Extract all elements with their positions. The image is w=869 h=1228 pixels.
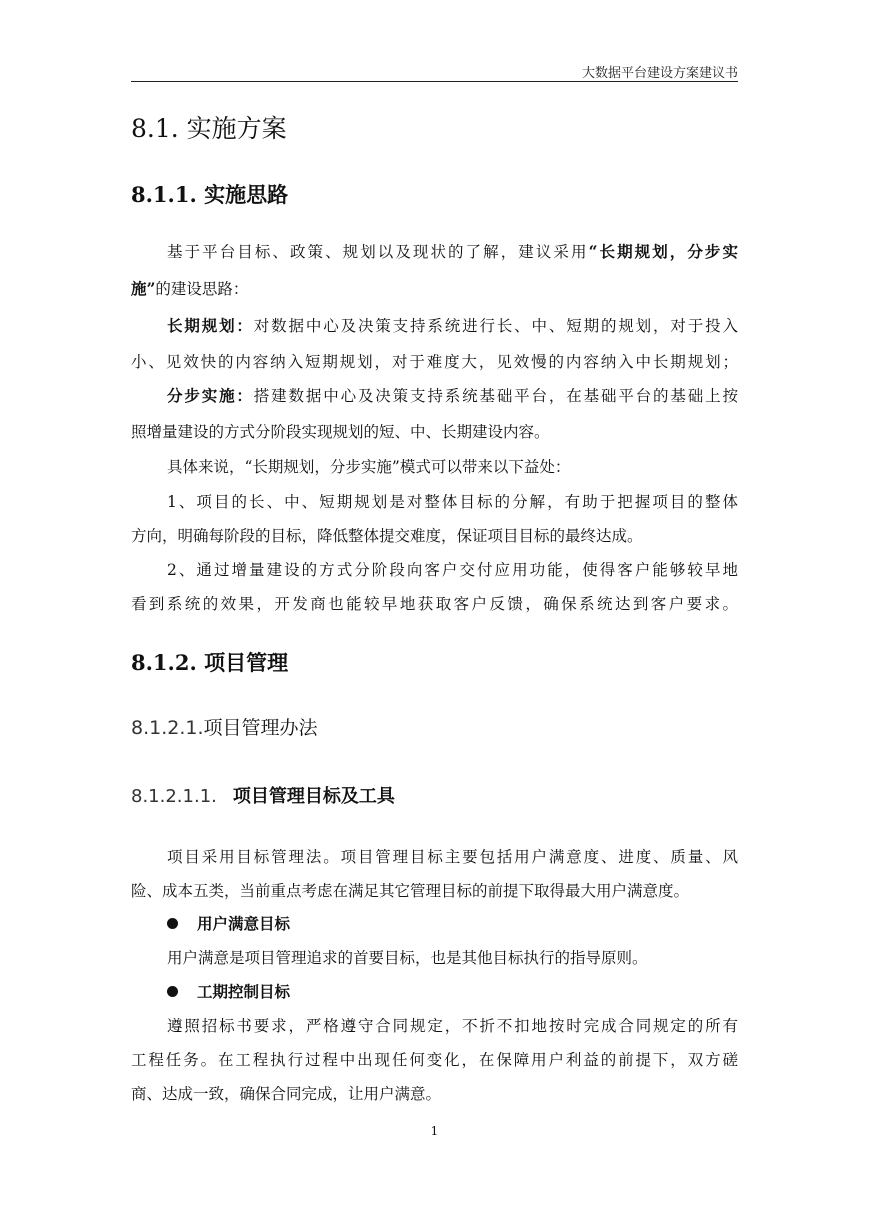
step-label: 分步实施： (167, 386, 254, 405)
long-term-line-1 (167, 314, 738, 338)
long-term-text-1: 对数据中心及决策支持系统进行长、中、短期的规划，对于投入 (253, 317, 738, 335)
bullet-dot-1 (167, 918, 178, 929)
management-line-1: 项目采用目标管理法。项目管理目标主要包括用户满意度、进度、质量、风 (167, 848, 738, 866)
intro-line-2 (131, 277, 738, 301)
h3-number: 8.1.2.1. (131, 717, 204, 739)
intro-text-a: 基于平台目标、政策、规划以及现状的了解，建议采用 (167, 243, 589, 261)
step-line-1 (167, 384, 738, 408)
long-term-label: 长期规划： (167, 316, 254, 335)
bullet-1-label: 用户满意目标 (197, 914, 291, 933)
bullet-dot-2 (167, 986, 178, 997)
bullet-2-label: 工期控制目标 (197, 982, 291, 1001)
intro-text-b: 的建设思路： (155, 280, 249, 298)
intro-emphasis-a: “长期规划，分步实 (588, 242, 738, 261)
specific-line: 具体来说，“长期规划，分步实施”模式可以带来以下益处： (167, 458, 571, 476)
bullet-1-text: 用户满意是项目管理追求的首要目标，也是其他目标执行的指导原则。 (167, 949, 648, 967)
bullet-2-line-3: 商、达成一致，确保合同完成，让用户满意。 (131, 1085, 442, 1103)
benefit-1-line-1: 1、项目的长、中、短期规划是对整体目标的分解，有助于把握项目的整体 (167, 493, 738, 511)
step-text-1: 搭建数据中心及决策支持系统基础平台，在基础平台的基础上按 (253, 387, 738, 405)
header-rule (131, 81, 738, 82)
page-number: 1 (430, 1124, 439, 1138)
section-title: 8.1. 实施方案 (131, 114, 287, 143)
benefit-2-line-1: 2、通过增量建设的方式分阶段向客户交付应用功能，使得客户能够较早地 (167, 561, 738, 579)
intro-emphasis-b: 施” (131, 279, 156, 298)
subsection-title-approach: 8.1.1. 实施思路 (131, 182, 289, 207)
bullet-2-line-2: 工程任务。在工程执行过程中出现任何变化，在保障用户利益的前提下，双方磋 (131, 1051, 738, 1069)
step-line-2: 照增量建设的方式分阶段实现规划的短、中、长期建设内容。 (131, 423, 550, 441)
h3-label: 项目管理办法 (203, 717, 318, 739)
h4-number: 8.1.2.1.1. (131, 786, 217, 807)
management-line-2: 险、成本五类，当前重点考虑在满足其它管理目标的前提下取得最大用户满意度。 (131, 882, 690, 900)
subsection-title-management: 8.1.2. 项目管理 (131, 650, 289, 675)
intro-line-1 (167, 240, 738, 264)
bullet-2-line-1: 遵照招标书要求，严格遵守合同规定，不折不扣地按时完成合同规定的所有 (167, 1017, 738, 1035)
sub-subsection-title (131, 714, 318, 742)
benefit-2-line-2: 看到系统的效果，开发商也能较早地获取客户反馈，确保系统达到客户要求。 (131, 595, 738, 613)
running-header: 大数据平台建设方案建议书 (581, 66, 738, 81)
h4-label: 项目管理目标及工具 (232, 786, 395, 807)
long-term-line-2: 小、见效快的内容纳入短期规划，对于难度大，见效慢的内容纳入中长期规划； (131, 353, 738, 371)
benefit-1-line-2: 方向，明确每阶段的目标，降低整体提交难度，保证项目目标的最终达成。 (131, 527, 643, 545)
level-4-heading (131, 783, 395, 811)
